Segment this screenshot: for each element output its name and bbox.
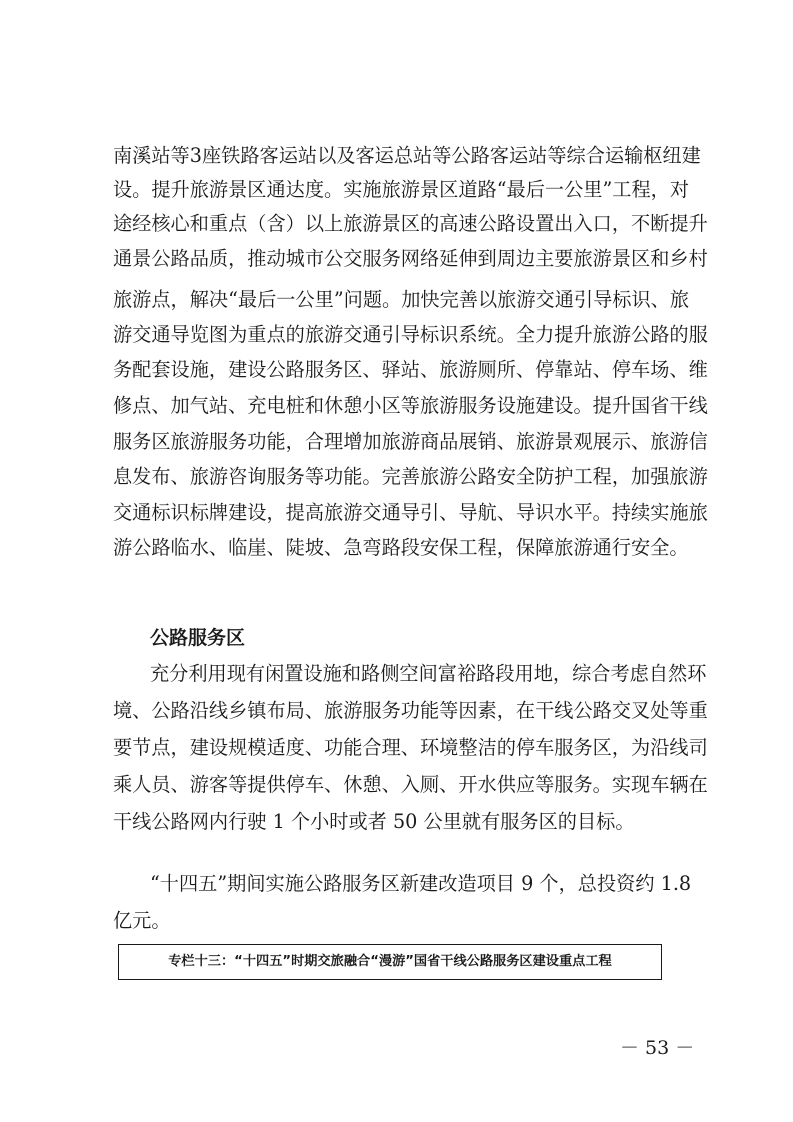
feature-box-title: 专栏十三：“十四五”时期交旅融合“漫游”国省干线公路服务区建设重点工程 bbox=[168, 954, 612, 969]
paragraph-1-line-5: 旅游点，解决“最后一公里”问题。加快完善以旅游交通引导标识、旅 bbox=[113, 288, 690, 311]
paragraph-1-line-10: 息发布、旅游咨询服务等功能。完善旅游公路安全防护工程，加强旅游 bbox=[113, 465, 708, 488]
paragraph-1-line-4: 通景公路品质，推动城市公交服务网络延伸到周边主要旅游景区和乡村 bbox=[113, 247, 708, 270]
paragraph-2-line-2: 境、公路沿线乡镇布局、旅游服务功能等因素，在干线公路交叉处等重 bbox=[113, 699, 708, 722]
paragraph-2-line-5: 干线公路网内行驶 1 个小时或者 50 公里就有服务区的目标。 bbox=[113, 810, 635, 833]
paragraph-1-line-6: 游交通导览图为重点的旅游交通引导标识系统。全力提升旅游公路的服 bbox=[113, 323, 708, 346]
paragraph-2-line-3: 要节点，建设规模适度、功能合理、环境整洁的停车服务区，为沿线司 bbox=[113, 736, 708, 759]
paragraph-1-line-1: 南溪站等3座铁路客运站以及客运总站等公路客运站等综合运输枢纽建 bbox=[113, 144, 701, 167]
paragraph-3-line-1: “十四五”期间实施公路服务区新建改造项目 9 个，总投资约 1.8 bbox=[150, 872, 692, 895]
paragraph-1-line-7: 务配套设施，建设公路服务区、驿站、旅游厕所、停靠站、停车场、维 bbox=[113, 358, 708, 381]
paragraph-1-line-8: 修点、加气站、充电桩和休憩小区等旅游服务设施建设。提升国省干线 bbox=[113, 394, 708, 417]
paragraph-2-line-4: 乘人员、游客等提供停车、休憩、入厕、开水供应等服务。实现车辆在 bbox=[113, 773, 708, 796]
paragraph-2-line-1: 充分利用现有闲置设施和路侧空间富裕路段用地，综合考虑自然环 bbox=[150, 662, 707, 685]
feature-box bbox=[118, 944, 662, 980]
paragraph-1-line-11: 交通标识标牌建设，提高旅游交通导引、导航、导识水平。持续实施旅 bbox=[113, 501, 708, 524]
paragraph-1-line-2: 设。提升旅游景区通达度。实施旅游景区道路“最后一公里”工程，对 bbox=[113, 178, 690, 201]
paragraph-3-line-2: 亿元。 bbox=[113, 909, 171, 932]
paragraph-1-line-9: 服务区旅游服务功能，合理增加旅游商品展销、旅游景观展示、旅游信 bbox=[113, 430, 708, 453]
paragraph-1-line-3: 途经核心和重点（含）以上旅游景区的高速公路设置出入口，不断提升 bbox=[113, 212, 708, 235]
paragraph-1-line-12: 游公路临水、临崖、陡坡、急弯路段安保工程，保障旅游通行安全。 bbox=[113, 536, 689, 559]
section-heading: 公路服务区 bbox=[150, 627, 246, 649]
page-number: － 53 － bbox=[620, 1037, 695, 1059]
